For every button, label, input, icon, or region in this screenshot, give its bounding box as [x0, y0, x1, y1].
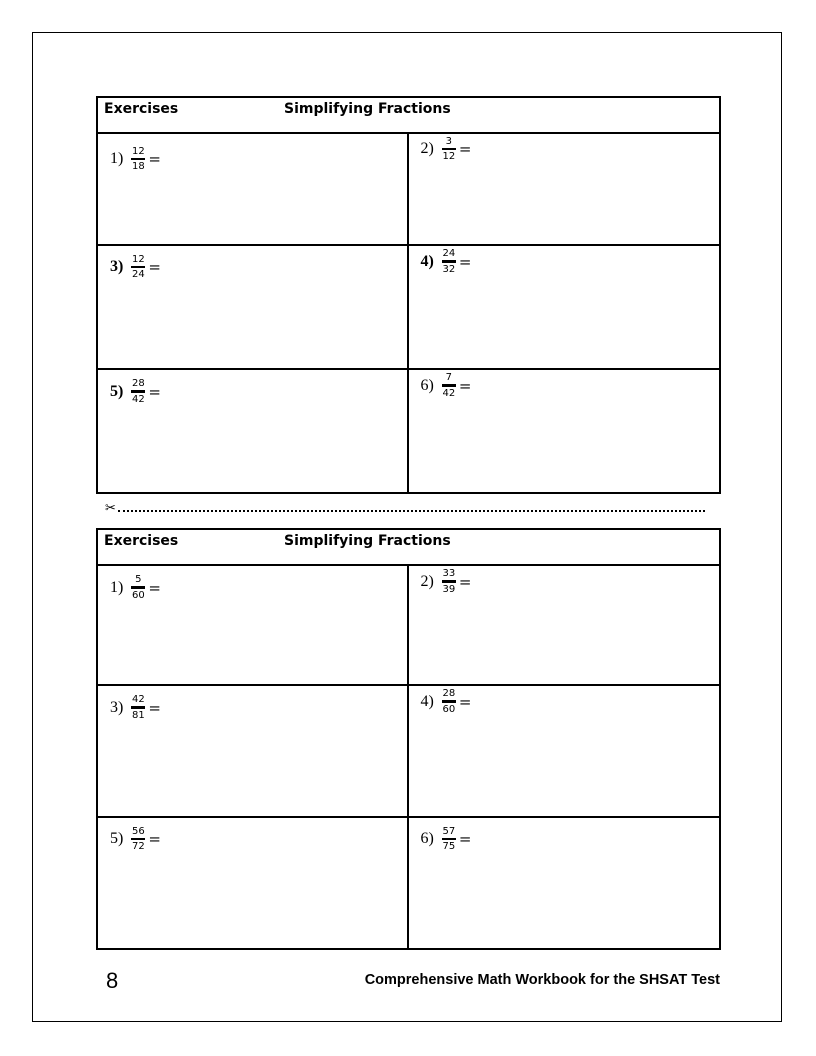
denominator: 42 — [442, 388, 456, 399]
problem-row — [98, 370, 719, 492]
worksheet-title: Simplifying Fractions — [284, 101, 451, 117]
problem-cell-5 — [98, 818, 409, 948]
problem-number: 5) — [110, 382, 124, 400]
equals-sign: = — [458, 829, 472, 848]
equals-sign: = — [458, 139, 472, 158]
cut-line — [105, 500, 705, 516]
fraction — [131, 826, 145, 852]
problem-2 — [421, 136, 472, 162]
fraction-bar — [131, 158, 145, 160]
numerator: 3 — [445, 136, 453, 147]
numerator: 7 — [445, 372, 453, 383]
problem-1 — [110, 146, 161, 172]
fraction-bar — [131, 266, 145, 268]
fraction — [131, 146, 145, 172]
page-number: 8 — [106, 968, 119, 993]
denominator: 12 — [442, 150, 456, 162]
problem-3 — [110, 254, 161, 280]
exercise-table-1 — [96, 96, 721, 494]
denominator: 39 — [442, 584, 456, 595]
problem-number: 4) — [420, 252, 434, 270]
exercises-label: Exercises — [104, 533, 179, 549]
problem-4 — [421, 688, 472, 715]
problem-number: 2) — [420, 572, 434, 590]
denominator: 18 — [131, 160, 145, 172]
exercise-table-2 — [96, 528, 721, 950]
problem-cell-2 — [409, 134, 720, 244]
fraction — [442, 372, 456, 399]
denominator: 60 — [131, 590, 145, 601]
fraction — [442, 248, 456, 275]
problem-number: 1) — [110, 578, 124, 596]
equals-sign: = — [458, 252, 472, 271]
fraction-bar — [442, 838, 456, 840]
problem-cell-6 — [409, 818, 720, 948]
fraction — [442, 688, 456, 715]
problem-number: 3) — [110, 257, 124, 275]
fraction — [131, 254, 145, 280]
fraction — [442, 568, 456, 595]
problem-cell-4 — [409, 246, 720, 368]
problem-1 — [110, 574, 161, 601]
numerator: 28 — [131, 378, 145, 389]
equals-sign: = — [148, 829, 161, 848]
fraction-bar — [442, 580, 456, 583]
numerator: 33 — [442, 568, 456, 579]
problem-number: 6) — [420, 376, 434, 394]
fraction-bar — [442, 148, 456, 150]
problem-row — [98, 566, 719, 686]
exercise-header — [98, 530, 719, 566]
denominator: 60 — [442, 704, 456, 715]
fraction-bar — [442, 700, 456, 703]
fraction-bar — [442, 384, 456, 387]
problem-cell-3 — [98, 246, 409, 368]
problem-row — [98, 686, 719, 818]
numerator: 12 — [131, 254, 145, 265]
fraction-bar — [131, 586, 145, 589]
problem-cell-1 — [98, 134, 409, 244]
problem-3 — [110, 694, 161, 721]
problem-4 — [421, 248, 472, 275]
scissors-icon: ✂ — [105, 500, 116, 515]
denominator: 72 — [131, 840, 145, 852]
problem-cell-2 — [409, 566, 720, 684]
worksheet-title: Simplifying Fractions — [284, 533, 451, 549]
problem-5 — [110, 826, 161, 852]
fraction-bar — [442, 260, 456, 263]
equals-sign: = — [148, 382, 161, 401]
denominator: 24 — [131, 268, 145, 280]
exercises-label: Exercises — [104, 101, 179, 117]
denominator: 32 — [442, 264, 456, 275]
numerator: 5 — [135, 574, 142, 585]
fraction-bar — [131, 838, 145, 840]
problem-cell-5 — [98, 370, 409, 492]
dotted-line — [118, 510, 705, 512]
problem-number: 6) — [420, 829, 434, 847]
equals-sign: = — [148, 698, 161, 717]
numerator: 56 — [131, 826, 145, 837]
fraction — [131, 694, 145, 721]
fraction-bar — [131, 390, 145, 393]
equals-sign: = — [148, 578, 161, 597]
problem-2 — [421, 568, 472, 595]
equals-sign: = — [458, 376, 472, 395]
problem-cell-3 — [98, 686, 409, 816]
problem-row — [98, 818, 719, 948]
equals-sign: = — [148, 257, 161, 276]
equals-sign: = — [148, 149, 161, 168]
denominator: 42 — [131, 394, 145, 405]
problem-cell-6 — [409, 370, 720, 492]
book-title: Comprehensive Math Workbook for the SHSAT Test — [364, 972, 720, 988]
denominator: 81 — [131, 710, 145, 721]
problem-cell-1 — [98, 566, 409, 684]
fraction — [131, 378, 145, 405]
numerator: 42 — [131, 694, 145, 705]
equals-sign: = — [458, 692, 472, 711]
problem-number: 5) — [110, 829, 124, 847]
numerator: 24 — [442, 248, 456, 259]
exercise-header — [98, 98, 719, 134]
fraction — [442, 826, 456, 852]
problem-6 — [421, 826, 472, 852]
problem-cell-4 — [409, 686, 720, 816]
equals-sign: = — [458, 572, 472, 591]
problem-number: 3) — [110, 698, 124, 716]
problem-5 — [110, 378, 161, 405]
problem-number: 1) — [110, 149, 124, 167]
fraction-bar — [131, 706, 145, 709]
problem-row — [98, 134, 719, 246]
numerator: 28 — [442, 688, 456, 699]
numerator: 12 — [131, 146, 145, 157]
fraction — [131, 574, 145, 601]
fraction — [442, 136, 456, 162]
denominator: 75 — [442, 840, 456, 852]
problem-number: 4) — [420, 692, 434, 710]
problem-number: 2) — [420, 139, 434, 157]
numerator: 57 — [442, 826, 456, 837]
problem-row — [98, 246, 719, 370]
problem-6 — [421, 372, 472, 399]
